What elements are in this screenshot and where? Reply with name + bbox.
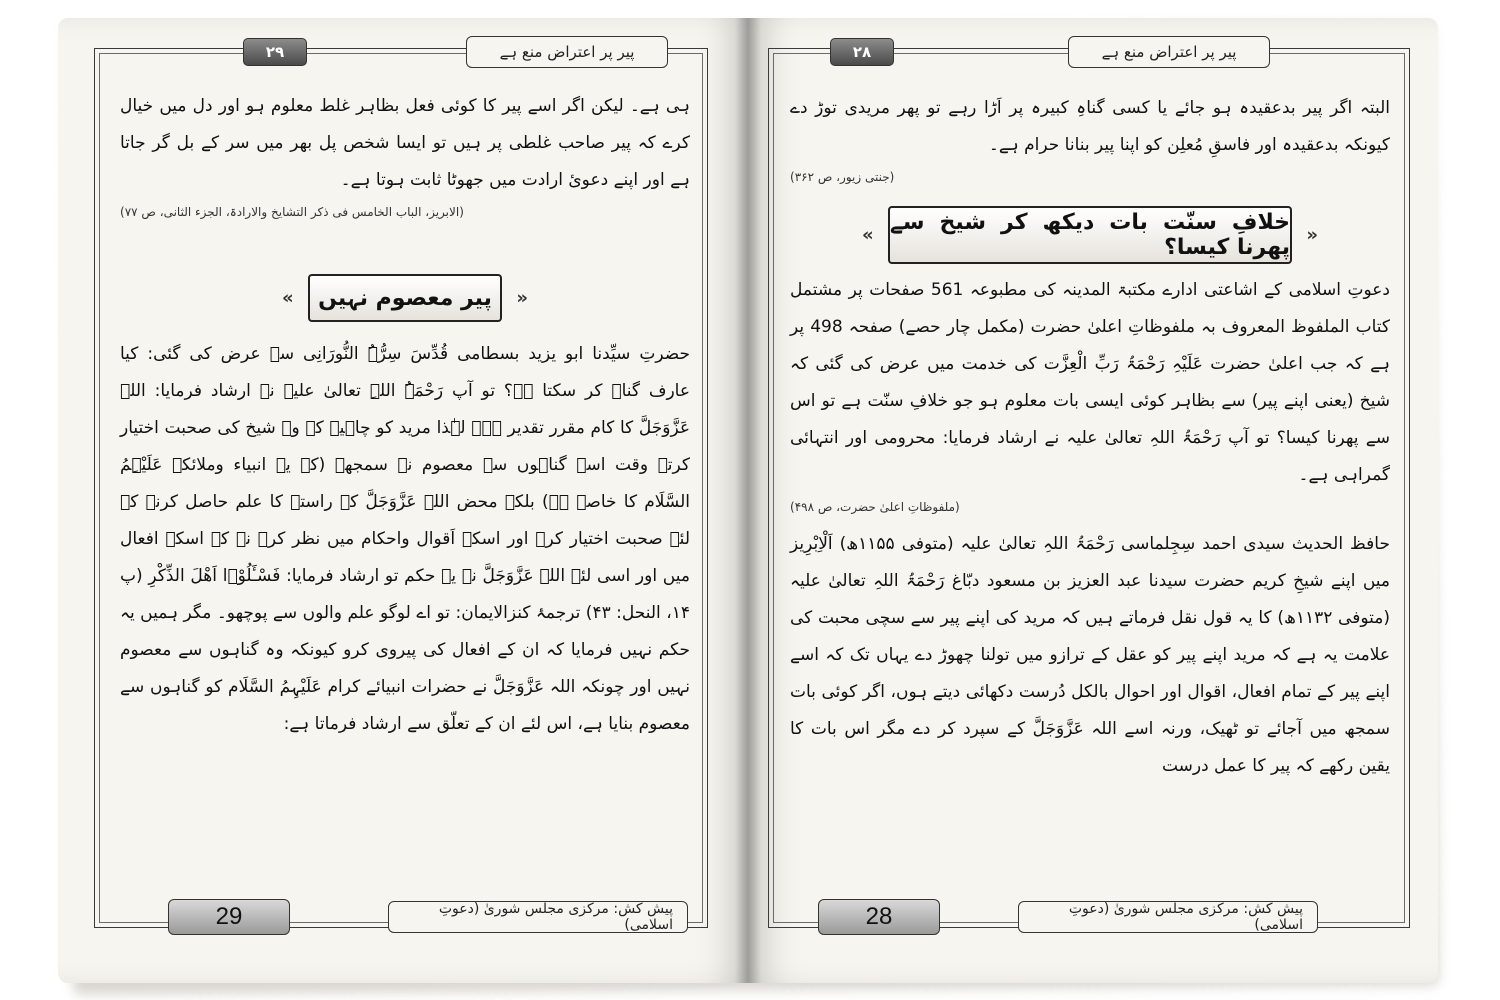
ornament-icon: « bbox=[516, 287, 528, 309]
right-page-header: پیر پر اعتراض منع ہے bbox=[1068, 36, 1270, 68]
ornament-icon: » bbox=[282, 287, 294, 309]
left-page-intro bbox=[120, 88, 690, 225]
left-page-footer-number: 29 bbox=[168, 899, 290, 935]
ornament-icon: » bbox=[862, 224, 874, 246]
right-page-section bbox=[790, 198, 1390, 785]
right-body-paragraph-2: حافظ الحدیث سیدی احمد سِجِلماسی رَحْمَۃُ اللہِ تعالیٰ علیہ (متوفی ۱۱۵۵ھ) اَلْاِبْرِیز میں اپنے شیخِ کریم حضرت سیدنا عبد العزیز بن مسعود دبّاغ رَحْمَۃُ اللہِ تعالیٰ علیہ (متوفی ۱۱۳۲ھ) کا یہ قول نقل فرماتے ہیں کہ مرید کی اپنے پیر سے سچی محبت کی علامت یہ ہے کہ مرید اپنے پیر کو عقل کے ترازو میں تولنا چھوڑ دے یہاں تک کہ اسے اپنے پیر کے تمام افعال، اقوال اور احوال بالکل دُرست دکھائی دیتے ہوں، اگر کوئی بات سمجھ میں آجائے تو ٹھیک، ورنہ اسے اللہ عَزَّوَجَلَّ کے سپرد کر دے مگر اس بات کا یقین رکھے کہ پیر کا عمل درست bbox=[790, 534, 1390, 776]
right-page-footer-number: 28 bbox=[818, 899, 940, 935]
left-page-number-badge: ۲۹ bbox=[243, 38, 307, 66]
left-page-section bbox=[120, 266, 690, 743]
right-page bbox=[748, 18, 1438, 983]
book-spine bbox=[735, 18, 761, 983]
right-page-number-badge: ۲۸ bbox=[830, 38, 894, 66]
left-intro-reference: (الابریز، الباب الخامس فی ذکر التشایخ والارادۃ، الجزء الثانی، ص ۷۷) bbox=[120, 205, 464, 219]
right-intro-paragraph: البتہ اگر پیر بدعقیدہ ہو جائے یا کسی گناہِ کبیرہ پر اَڑا رہے تو پھر مریدی توڑ دے کیونکہ بدعقیدہ اور فاسقِ مُعلِن کو اپنا پیر بنانا حرام ہے۔ bbox=[790, 98, 1390, 155]
right-page-intro bbox=[790, 90, 1390, 190]
left-page-header: پیر پر اعتراض منع ہے bbox=[466, 36, 668, 68]
left-intro-paragraph: ہی ہے۔ لیکن اگر اسے پیر کا کوئی فعل بظاہر غلط معلوم ہو اور دل میں خیال کرے کہ پیر صاحب غلطی پر ہیں تو ایسا شخص پل بھر میں سر کے بل گر جاتا ہے اور اپنے دعویٔ ارادت میں جھوٹا ثابت ہوتا ہے۔ bbox=[120, 96, 690, 190]
left-body-text: حضرتِ سیِّدنا ابو یزید بسطامی قُدِّسَ سِرُّہُ النُّورَانِی سے عرض کی گئی: کیا عارف گناہ کر سکتا ہے؟ تو آپ رَحْمَۃُ اللہِ تعالیٰ علیہ نے ارشاد فرمایا: اللہ عَزَّوَجَلَّ کا کام مقرر تقدیر ہے۔ لہٰذا مرید کو چاہیے کہ وہ شیخ کی صحبت اختیار کرتے وقت اسے گناہوں سے معصوم نہ سمجھے (کہ یہ انبیاء وملائکہ عَلَیْہِمُ السَّلَام کا خاصہ ہے) بلکہ محض اللہ عَزَّوَجَلَّ کے راستے کا علم حاصل کرنے کے لئے صحبت اختیار کرے اور اسکے اَقوال واحکام میں نظر کرے نہ کہ اسکے افعال میں اور اسی لئے اللہ عَزَّوَجَلَّ نے یہ حکم تو ارشاد فرمایا: فَسْـَٔلُوْۤا اَهْلَ الذِّكْرِ (پ ۱۴، النحل: ۴۳) ترجمۂ کنزالایمان: تو اے لوگو علم والوں سے پوچھو۔ مگر ہمیں یہ حکم نہیں فرمایا کہ ان کے افعال کی پیروی کرو کیونکہ وہ گناہوں سے معصوم نہیں اور چونکہ اللہ عَزَّوَجَلَّ نے حضرات انبیائے کرام عَلَیْہِمُ السَّلَام کو گناہوں سے معصوم بنایا ہے، اس لئے ان کے تعلّق سے ارشاد فرماتا ہے: bbox=[120, 344, 691, 734]
left-section-heading bbox=[282, 274, 528, 322]
left-page-footer-publisher: پیش کش: مرکزی مجلس شوریٰ (دعوتِ اسلامی) bbox=[388, 901, 688, 933]
right-body-paragraph-1: دعوتِ اسلامی کے اشاعتی ادارے مکتبۃ المدینہ کی مطبوعہ 561 صفحات پر مشتمل کتاب الملفوظ المعروف بہ ملفوظاتِ اعلیٰ حضرت (مکمل چار حصے) صفحہ 498 پر ہے کہ جب اعلیٰ حضرت عَلَیْہِ رَحْمَۃُ رَبِّ الْعِزَّت کی خدمت میں عرض کی گئی کہ شیخ (یعنی اپنے پیر) سے بظاہر کوئی ایسی بات معلوم ہو جو خلافِ سنّت ہے تو اس سے پھرنا کیسا؟ تو آپ رَحْمَۃُ اللہِ تعالیٰ علیہ نے ارشاد فرمایا: محرومی اور انتہائی گمراہی ہے۔ bbox=[790, 280, 1391, 485]
right-section-heading-text: خلافِ سنّت بات دیکھ کر شیخ سے پھرنا کیسا؟ bbox=[890, 210, 1290, 260]
right-section-heading bbox=[862, 206, 1318, 264]
left-section-heading-text: پیر معصوم نہیں bbox=[318, 285, 492, 311]
right-page-footer-publisher: پیش کش: مرکزی مجلس شوریٰ (دعوتِ اسلامی) bbox=[1018, 901, 1318, 933]
ornament-icon: « bbox=[1306, 224, 1318, 246]
right-intro-reference: (جنتی زیور، ص ۳۶۲) bbox=[790, 170, 895, 184]
left-page bbox=[58, 18, 748, 983]
right-body-reference: (ملفوظاتِ اعلیٰ حضرت، ص ۴۹۸) bbox=[790, 500, 960, 514]
